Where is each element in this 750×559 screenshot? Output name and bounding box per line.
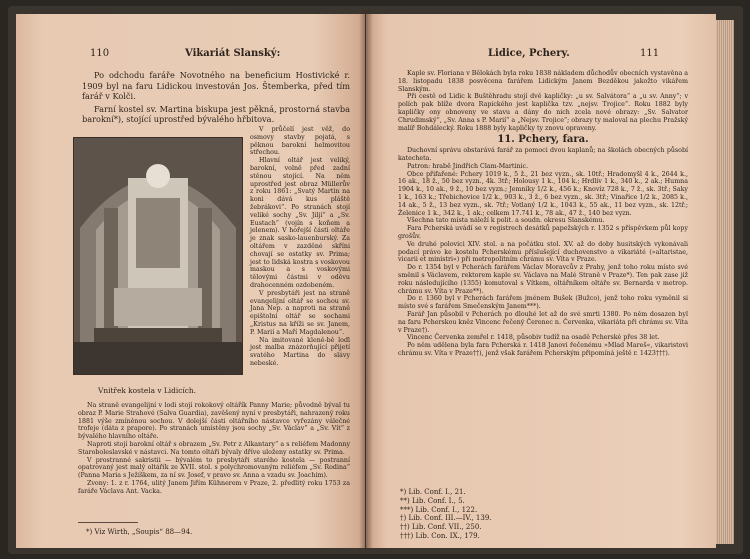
- column-paragraph: V presbytáři jest na straně evangelijní oltář se sochou sv. Jana Nep. a naproti na straně epištolní oltář se sochami „Kristus na kříži se sv. Janem, P. Marií a Maří Magdalenou“.: [250, 289, 350, 336]
- right-running-head: Lidice, Pchery.: [488, 48, 570, 59]
- left-column-text: [250, 126, 350, 368]
- right-paragraph: Vincenc Červenka zemřel r. 1418, působiv tudíž na osadě Pcherské přes 38 let.: [407, 334, 660, 342]
- church-interior-photo: [73, 137, 243, 375]
- book-gutter: [359, 10, 373, 550]
- right-paragraph: Ve druhé polovici XIV. stol. a na počátku stol. XV. až do doby husitských vykonávali podací právo ke kostelu Pcherskému příslušející duchovenstvo a vikariáté (»altaristae, vicarii et ministri«) při metropolitním chrámu sv. Víta v Praze.: [398, 240, 688, 264]
- right-paragraph: Patron: hrabě Jindřich Clam-Martinic.: [407, 162, 529, 170]
- right-paragraph: Do r. 1360 byl v Pcherách farářem jménem Bušek (Bužco), jenž toho roku vyměnil si místo své s farářem Smečenským Janem***).: [398, 295, 688, 311]
- column-paragraph: Na imitované kleně-bě loďi jest malba znázorňující přijetí svatého Martina do slávy nebeské.: [250, 336, 350, 367]
- page-edges: [716, 20, 734, 544]
- section-title: 11. Pchery, fara.: [497, 134, 589, 146]
- right-footnotes: [400, 488, 492, 541]
- photo-caption: Vnitřek kostela v Lidicích.: [98, 386, 196, 395]
- left-running-head: Vikariát Slanský:: [185, 48, 281, 59]
- left-footnote: *) Viz Wirth, „Soupis“ 88—94.: [86, 528, 193, 536]
- church-interior-illustration: [74, 138, 242, 374]
- right-page-number: 111: [640, 48, 660, 59]
- left-paragraph: Po odchodu faráře Novotného na beneficium Hostivické r. 1909 byl na faru Lidickou investován Jos. Štemberka, před tím farář v Kolči.: [82, 70, 350, 102]
- column-paragraph: V průčelí jest věž, do osmovy stavby pojatá, s pěknou barokní helmovitou střechou.: [250, 126, 350, 157]
- column-paragraph: Hlavní oltář jest veliký, barokní, volně před zadní stěnou stojící. Na něm uprostřed jest obraz Müllerův z roku 1861: „Svatý Martin na koni dává kus pláště žebrákovi“. Po stranách stojí veliké sochy „Sv. Jiljí“ a „Sv. Eustach“ (vojín s koňem a jelenem). V hořejší části oltáře je znak sasko-lauenburský. Za oltářem v zazděné skříni chovají se ostatky sv. Prima; jest to lidská kostra s voskovou maskou a s voskovými tělovými částmi v oděvu drahocenném ozdobeném.: [250, 157, 350, 289]
- right-paragraph: Farář Jan působil v Pcherách po dlouhé let až do své smrti 1380. Po něm dosazen byl na faru Pcherskou kněz Vincenc řečený Čerenec n. Červenka, vikariáta při chrámu sv. Víta v Praze†).: [398, 310, 688, 334]
- left-bottom-text: [78, 402, 350, 496]
- footnote-line: †††) Lib. Con. IX., 179.: [400, 531, 480, 540]
- left-bottom-paragraph: V prostranné sakristii — bývalém to presbytáři starého kostela — postranní opatrovaný jest malý oltářík ze XVII. stol. s polychromovaným reliéfem „Sv. Rodina“ (Panna Maria s Ježíškem, za ní sv. Josef, v pravo sv. Anna a vzadu sv. Joachim).: [78, 456, 350, 480]
- right-paragraph: Obce přifařené: Pchery 1019 k., 5 ž., 21 bez vyzn., sk. 10tř.; Hradomyšl 4 k., 2644 k., 16 ak., 18 ž., 50 bez vyzn., 4k. 3tř.; Holousy 1 k., 104 k.; Hrdlív 1 k., 340 k., 2 ak.; Humna 1904 k., 10 ak., 9 ž., 10 bez vyzn.; Jemníky 1/2 k., 456 k.; Knovíz 728 k., 7 ž., sk. 3tř.; Saky 1 k., 163 k.; Třebichovice 1/2 k., 903 k., 3 ž., 6 bez vyzn., sk. 3tř.; Vinařice 1/2 k., 2085 k., 14 ak., 5 ž., 13 bez vyzn., sk. 7tř.; Votlaný 1/2 k., 1043 k., 55 ak., 11 bez vyzn., sk. 12tř.; Želenice 1 k., 342 k., 1 ak.; celkem 17.741 k., 78 ak., 47 ž., 140 bez vyzn.: [398, 170, 688, 217]
- left-page-number: 110: [90, 48, 110, 59]
- right-paragraph: Fara Pcherská uvádí se v registrech desátků papežských r. 1352 s příspěvkem půl kopy grošův.: [398, 225, 688, 240]
- left-bottom-paragraph: Zvony: 1. z r. 1764, ulitý Janem Jiřím Kühnerem v Praze, 2. předlitý roku 1753 za faráře Václava Ant. Vacka.: [78, 479, 350, 495]
- footnote-line: **) Lib. Conf. I., 5.: [400, 496, 465, 505]
- footnote-line: †) Lib. Conf. III.—IV., 139.: [400, 514, 492, 523]
- right-paragraph: Všechna tato místa náleží k polit. a soudn. okresu Slanskému.: [407, 217, 605, 225]
- left-bottom-paragraph: Naproti stojí barokní oltář s obrazem „Sv. Petr z Alkantary“ a s reliéfem Madonny Staroboleslavské v nástavci. Na tomto oltáři bývaly dříve uloženy ostatky sv. Prima.: [78, 440, 350, 456]
- footnote-line: *) Lib. Conf. I., 21.: [400, 488, 466, 496]
- footnote-rule: [78, 522, 138, 523]
- right-paragraph: Kaple sv. Floriana v Bělokách byla roku 1838 nákladem důchodův obecních vystavěna a 18. listopadu 1838 posvěcena farářem Lidickým Janem Bezděkou jakožto vikářem Slanským.: [398, 70, 688, 93]
- right-paragraph: Do r. 1354 byl v Pcherách farářem Václav Moravcův z Prahy, jenž toho roku místo své směnil s Václavem, rektorem kaple sv. Václava na Malé Straně v Praze*). Ten pak zase již roku následujícího (1355) komutoval s Vítkem, oltářníkem oltáře sv. Bernarda v metrop. chrámu sv. Víta v Praze**).: [398, 264, 688, 295]
- right-paragraph: Při cestě od Lidic k Buštěhradu stojí dvě kapličky: „u sv. Salvátora“ a „u sv. Anny“; v polích pak blíže dvora Rapického jest kaplička tzv. „nejsv. Trojice“. Roku 1882 byly kapličky ony obnoveny ve stavu a dány do nich zcela nové obrazy: „Sv. Salvator Chrudimský“, „Sv. Anna s P. Marií“ a „Nejsv. Trojice“; obrazy ty maloval na plechu Pražský malíř Bohdálecký. Roku 1888 byly kapličky ty znovu opraveny.: [398, 93, 688, 132]
- right-paragraph: Duchovní správu obstarává farář za pomoci dvou kaplanů; na školách obecných působí katecheta.: [398, 147, 688, 162]
- footnote-line: ††) Lib. Conf. VII., 250.: [400, 523, 482, 532]
- footnote-line: ***) Lib. Conf. I., 122.: [400, 505, 478, 514]
- left-paragraph: Farní kostel sv. Martina biskupa jest pěkná, prostorná stavba barokní*), stojící uprostřed bývalého hřbitova.: [82, 103, 350, 125]
- right-paragraph: Po něm udělena byla fara Pcherská r. 1418 Janovi řečenému »Mlad Mareš«, vikaristovi chrámu sv. Víta v Praze††), jenž však farářem Pcherským připomíná ještě r. 1423†††).: [398, 342, 688, 357]
- left-intro-text: [82, 70, 350, 125]
- right-page-text: [398, 70, 688, 358]
- left-bottom-paragraph: Na straně evangelijní v lodi stojí rokokový oltářík Panny Marie; původně býval tu obraz P. Marie Strahové (Salva Guardia), zavěšený nyní v presbytáři, nahrazený roku 1881 výše zmíněnou sochou. V dolejší části oltářního nástavce vyřezány válečné trofeje (dáta z prapore). Po stranách umístěny jsou sochy „Sv. Václav“ a „Sv. Vít“ z bývalého hlavního oltáře.: [78, 402, 350, 441]
